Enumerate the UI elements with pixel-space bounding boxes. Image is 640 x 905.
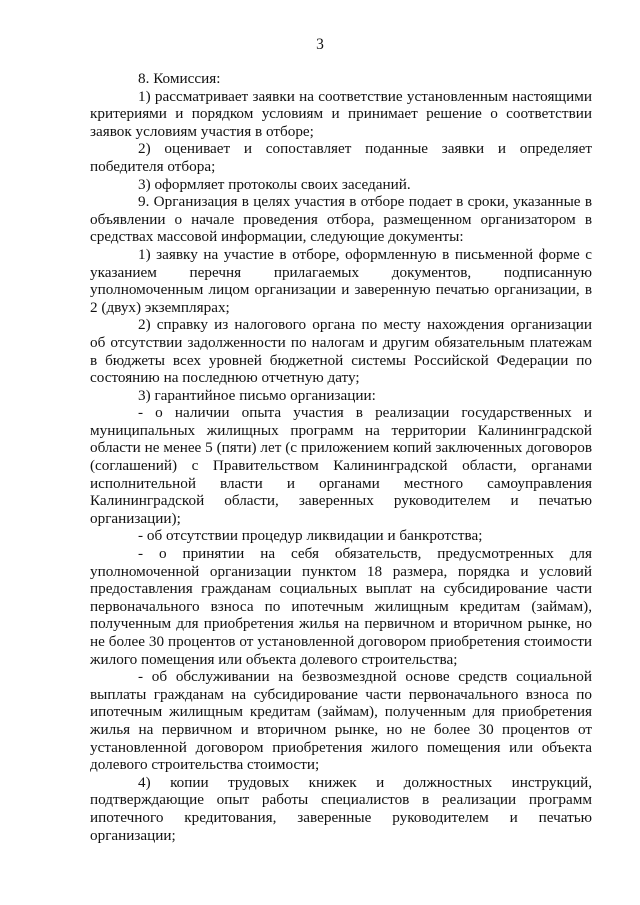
commission-item-1: 1) рассматривает заявки на соответствие установленным настоящими критериями и порядком условиям и принимает решение о соответствии заявок условиям участия в отборе; (90, 87, 592, 140)
guarantee-no-bankruptcy: - об отсутствии процедур ликвидации и банкротства; (138, 527, 483, 545)
page-number: 3 (316, 36, 324, 53)
guarantee-obligations: - о принятии на себя обязательств, предусмотренных для уполномоченной организации пунктом 18 размера, порядка и условий предоставления гражданам социальных выплат на субсидирование части первоначального взноса по ипотечным жилищным кредитам (займам), полученным для приобретения жилья на первичном и вторичном рынке, но не более 30 процентов от установленной договором приобретения стоимости жилого помещения или объекта долевого строительства; (90, 545, 592, 668)
document-item-3: 3) гарантийное письмо организации: (138, 386, 376, 404)
document-body (90, 70, 592, 844)
section-8-heading: 8. Комиссия: (138, 70, 221, 87)
commission-item-3: 3) оформляет протоколы своих заседаний. (138, 175, 411, 193)
document-item-1: 1) заявку на участие в отборе, оформленную в письменной форме с указанием перечня прилагаемых документов, подписанную уполномоченным лицом организации и заверенную печатью организации, в 2 (двух) экземплярах; (90, 245, 592, 316)
commission-item-2: 2) оценивает и сопоставляет поданные заявки и определяет победителя отбора; (90, 140, 592, 175)
guarantee-experience: - о наличии опыта участия в реализации государственных и муниципальных жилищных программ на территории Калининградской области не менее 5 (пяти) лет (с приложением копий заключенных договоров (соглашений) с Правительством Калининградской области, органами исполнительной власти и органами местного самоуправления Калининградской области, заверенных руководителем и печатью организации); (90, 404, 592, 527)
guarantee-free-service: - об обслуживании на безвозмездной основе средств социальной выплаты гражданам на субсидирование части первоначального взноса по ипотечным жилищным кредитам (займам), полученным для приобретения жилья на первичном и вторичном рынке, но не более 30 процентов от установленной договором приобретения жилого помещения или объекта долевого строительства стоимости; (90, 668, 592, 774)
section-9-intro: 9. Организация в целях участия в отборе подает в сроки, указанные в объявлении о начале проведения отбора, размещенном организатором в средствах массовой информации, следующие документы: (90, 193, 592, 246)
document-item-4: 4) копии трудовых книжек и должностных инструкций, подтверждающие опыт работы специалистов в реализации программ ипотечного кредитования, заверенные руководителем и печатью организации; (90, 773, 592, 844)
document-item-2: 2) справку из налогового органа по месту нахождения организации об отсутствии задолженности по налогам и другим обязательным платежам в бюджеты всех уровней бюджетной системы Российской Федерации по состоянию на последнюю отчетную дату; (90, 316, 592, 387)
